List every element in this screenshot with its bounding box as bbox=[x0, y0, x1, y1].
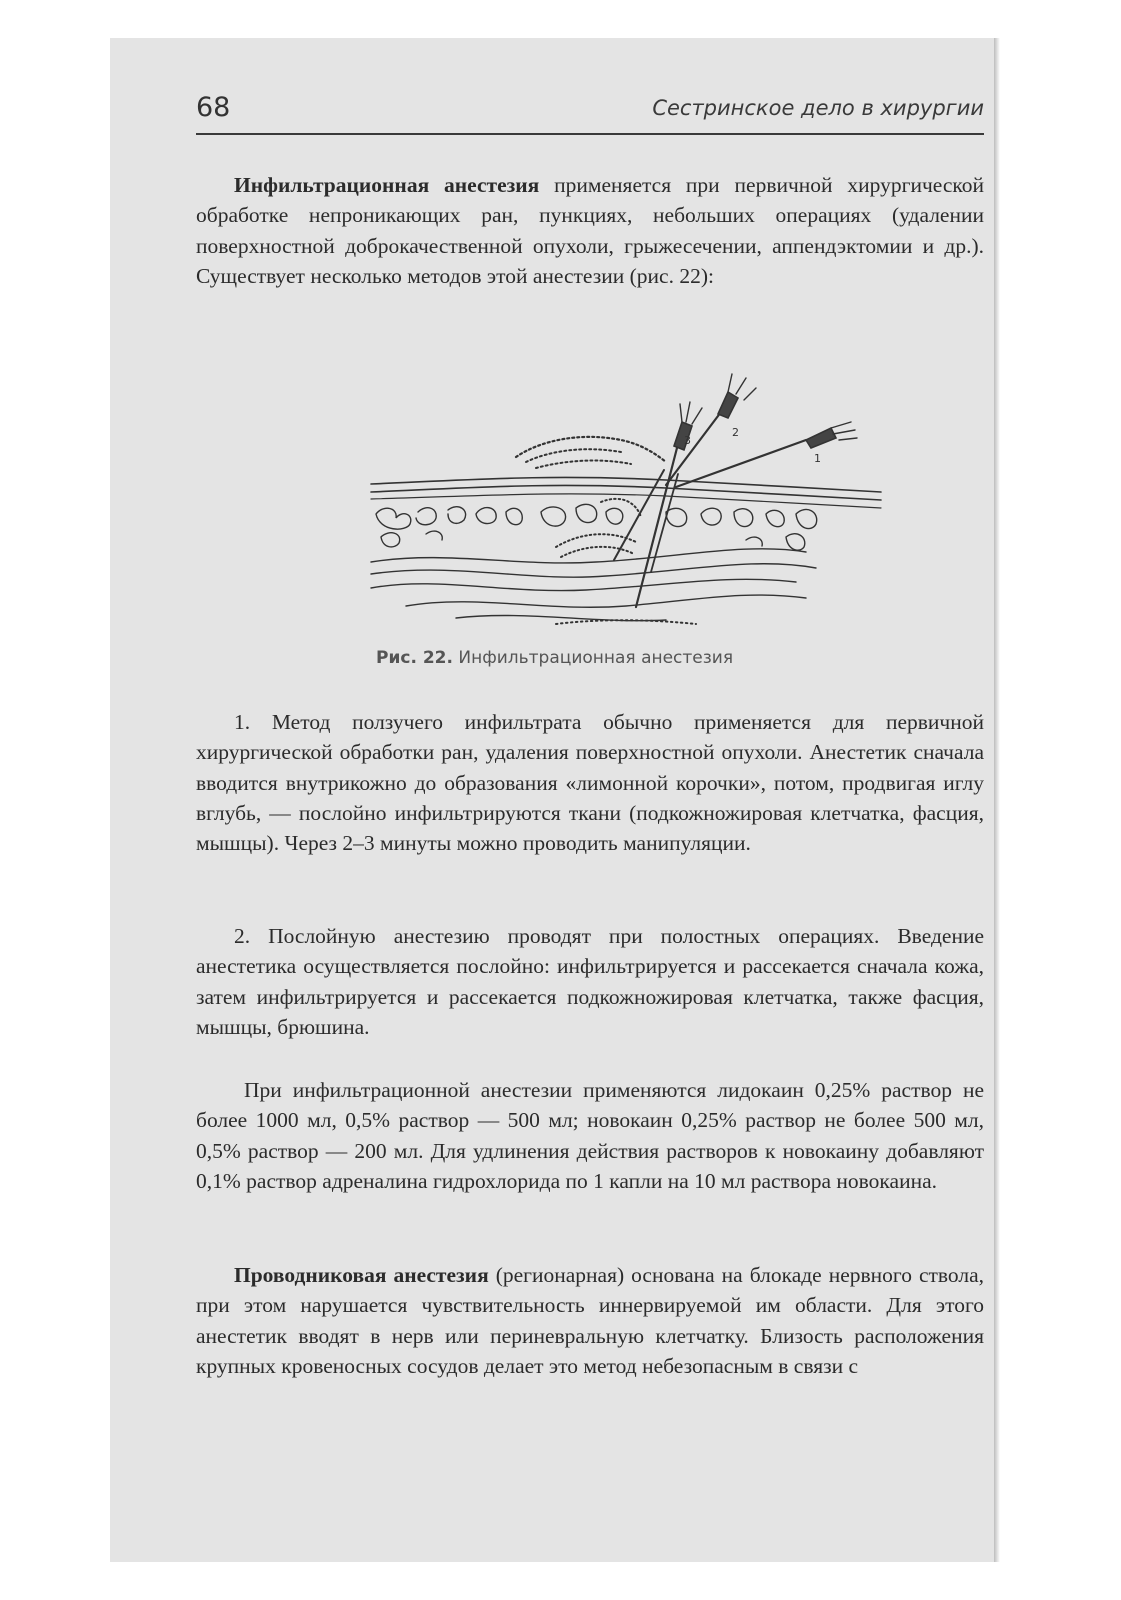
paragraph-conduction-anesthesia bbox=[196, 1260, 984, 1381]
fat-lobules bbox=[376, 504, 817, 550]
figure-caption-text: Инфильтрационная анестезия bbox=[452, 648, 734, 668]
page-edge-shadow bbox=[994, 38, 1000, 1562]
figure-caption-number: Рис. 22. bbox=[376, 648, 453, 668]
paragraph-text: применяется при первичной хирургической обработке непроникающих ран, пункциях, небольших операциях (удалении поверхностной доброкачественной опухоли, грыжесечении, аппендэктомии и др.). Существует несколько методов этой анестезии (рис. 22): bbox=[196, 173, 984, 288]
book-page bbox=[196, 0, 984, 1600]
running-title: Сестринское дело в хирургии bbox=[652, 96, 984, 120]
infiltration-anesthesia-figure bbox=[366, 362, 886, 637]
paragraph-infiltration-intro bbox=[196, 170, 984, 291]
paragraph-text: (регионарная) основана на блокаде нервного ствола, при этом нарушается чувствительность иннервируемой им области. Для этого анестетик вводят в нерв или периневральную клетчатку. Близость расположения крупных кровеносных сосудов делает это метод небезопасным в связи с bbox=[196, 1263, 985, 1378]
skin-surface-line bbox=[371, 477, 881, 492]
figure-label-3: 3 bbox=[684, 434, 691, 447]
needle-1 bbox=[676, 422, 857, 487]
paragraph-dosage: При инфильтрационной анестезии применяются лидокаин 0,25% раствор не более 1000 мл, 0,5% раствор — 500 мл; новокаин 0,25% раствор не более 500 мл, 0,5% раствор — 200 мл. Для удлинения действия растворов к новокаину добавляют 0,1% раствор адреналина гидрохлорида по 1 капли на 10 мл раствора новокаина. bbox=[196, 1078, 984, 1193]
figure-caption bbox=[376, 648, 733, 668]
paragraph-method-2: 2. Послойную анестезию проводят при полостных операциях. Введение анестетика осуществляется послойно: инфильтрируется и рассекается сначала кожа, затем инфильтрируется и рассекается подкожножировая клетчатка, также фасция, мышцы, брюшина. bbox=[196, 924, 984, 1039]
muscle-layer-lines bbox=[371, 549, 816, 621]
figure-label-2: 2 bbox=[732, 426, 739, 439]
skin-bump-stipple bbox=[536, 461, 631, 468]
term-conduction-anesthesia: Проводниковая анестезия bbox=[234, 1263, 489, 1287]
infiltrate-area bbox=[556, 499, 641, 557]
needle-3 bbox=[614, 402, 702, 607]
paragraph-method-1: 1. Метод ползучего инфильтрата обычно применяется для первичной хирургической обработки ран, удаления поверхностной опухоли. Анестетик сначала вводится внутрикожно до образования «лимонной корочки», потом, продвигая иглу вглубь, — послойно инфильтрируются ткани (подкожножировая клетчатка, фасция, мышцы). Через 2–3 минуты можно проводить манипуляции. bbox=[196, 710, 984, 856]
page-number: 68 bbox=[196, 92, 231, 123]
deep-layer-stipple bbox=[556, 620, 696, 624]
header-divider bbox=[196, 133, 984, 135]
term-infiltration-anesthesia: Инфильтрационная анестезия bbox=[234, 173, 540, 197]
figure-label-1: 1 bbox=[814, 452, 821, 465]
